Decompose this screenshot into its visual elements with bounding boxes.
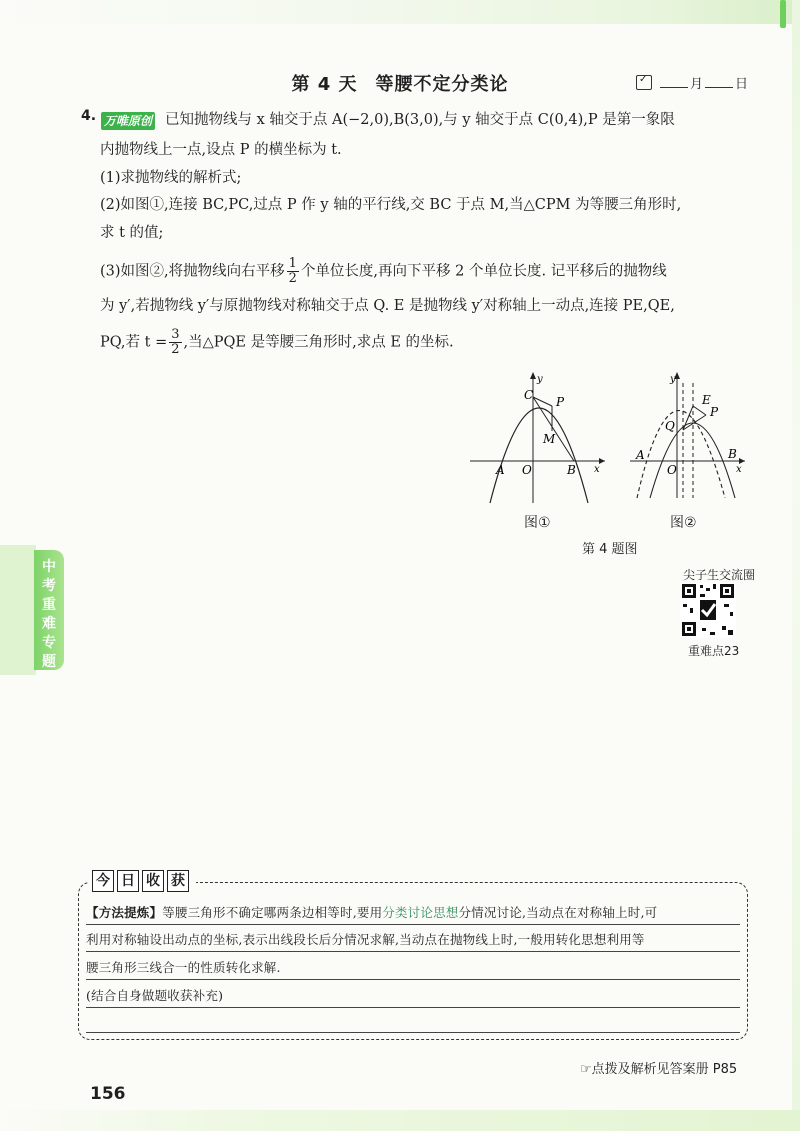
fraction-denominator: 2 <box>171 342 180 357</box>
fig1-label-c: C <box>524 388 534 402</box>
fig2-label-q: Q <box>665 419 675 433</box>
harvest-line-2: 利用对称轴设出动点的坐标,表示出线段长后分情况求解,当动点在抛物线上时,一般用转化思想利用等 <box>86 929 740 952</box>
harvest-line-1-b: 分情况讨论,当动点在对称轴上时,可 <box>458 905 658 920</box>
fig2-label-p: P <box>710 405 719 419</box>
side-tab <box>34 550 64 670</box>
part3-text-post: 个单位长度,再向下平移 2 个单位长度. 记平移后的抛物线 <box>300 263 667 280</box>
figure-1 <box>470 372 605 503</box>
month-blank <box>660 87 688 88</box>
figure-2 <box>630 372 745 498</box>
qr-sub-label: 重难点23 <box>688 644 740 658</box>
fig2-label-a: A <box>636 448 645 462</box>
fig1-label-a: A <box>496 463 505 477</box>
fig1-label-b: B <box>567 463 576 477</box>
side-tab-background <box>0 545 36 675</box>
question-number: 4. <box>81 108 97 124</box>
question-part-3-line-3 <box>100 328 454 357</box>
part3-text-pre: (3)如图②,将抛物线向右平移 <box>100 263 285 280</box>
figure-caption: 第 4 题图 <box>582 542 638 557</box>
question-part-3-line-2: 为 y′,若抛物线 y′与原抛物线对称轴交于点 Q. E 是抛物线 y′对称轴上一动点,连接 PE,QE, <box>100 298 675 314</box>
fig1-x-arrow <box>599 458 605 464</box>
fig1-parabola <box>490 408 588 503</box>
question-line-2: 内抛物线上一点,设点 P 的横坐标为 t. <box>100 142 342 158</box>
calendar-check-icon <box>636 75 652 90</box>
fraction-three-halves <box>169 328 181 357</box>
figure-1-label: 图① <box>524 515 551 531</box>
fig2-label-e: E <box>702 393 711 407</box>
fig2-original-parabola <box>637 411 725 499</box>
day-label-small: 日 <box>735 77 749 92</box>
harvest-line-1 <box>86 902 740 925</box>
qr-label: 尖子生交流圈 <box>683 568 756 582</box>
harvest-highlight: 分类讨论思想 <box>382 905 459 920</box>
corner-mark <box>780 0 786 28</box>
fig2-label-b: B <box>728 447 737 461</box>
question-part-3-line-1 <box>100 257 667 286</box>
answer-reference: ☞点拨及解析见答案册 P85 <box>580 1062 738 1077</box>
harvest-line-3: 腰三角形三线合一的性质转化求解. <box>86 957 740 980</box>
fig1-y-arrow <box>530 372 536 379</box>
part3c-text-post: ,当△PQE 是等腰三角形时,求点 E 的坐标. <box>183 334 454 351</box>
fig2-label-o: O <box>667 463 677 477</box>
harvest-line-1-a: 等腰三角形不确定哪两条边相等时,要用 <box>162 905 383 920</box>
side-tab-label: 中考重难专题 <box>42 559 56 670</box>
fraction-denominator: 2 <box>288 271 297 286</box>
harvest-title-char: 获 <box>167 870 189 892</box>
fig1-label-p: P <box>556 395 565 409</box>
harvest-blank-line[interactable] <box>86 1010 740 1033</box>
harvest-title <box>88 870 196 892</box>
day-label: 第 4 天 <box>291 74 358 95</box>
fig1-label-x: x <box>594 464 600 475</box>
fraction-one-half <box>287 257 299 286</box>
harvest-supplement: (结合自身做题收获补充) <box>86 985 740 1008</box>
question-part-2-line-2: 求 t 的值; <box>100 225 164 241</box>
fig1-label-m: M <box>543 432 556 446</box>
fig2-label-y: y <box>670 374 676 385</box>
month-label: 月 <box>690 77 704 92</box>
qr-code-icon[interactable] <box>680 582 736 638</box>
page-number: 156 <box>90 1084 126 1104</box>
question-part-1: (1)求抛物线的解析式; <box>100 170 242 186</box>
bottom-decor-band <box>0 1110 800 1131</box>
question-line-1: 已知抛物线与 x 轴交于点 A(−2,0),B(3,0),与 y 轴交于点 C(0,4),P 是第一象限 <box>165 112 675 128</box>
harvest-title-char: 收 <box>142 870 164 892</box>
fig1-line-bc <box>533 397 574 461</box>
top-decor-band <box>0 0 800 24</box>
figure-2-label: 图② <box>670 515 697 531</box>
question-figures <box>470 368 760 508</box>
harvest-title-char: 日 <box>117 870 139 892</box>
day-blank <box>705 87 733 88</box>
harvest-title-char: 今 <box>92 870 114 892</box>
fig1-label-y: y <box>537 374 543 385</box>
fig2-label-x: x <box>736 464 742 475</box>
fraction-numerator: 3 <box>171 327 180 342</box>
date-field <box>636 73 748 92</box>
fraction-numerator: 1 <box>288 256 297 271</box>
part3c-text-pre: PQ,若 t = <box>100 334 168 351</box>
question-part-2-line-1: (2)如图①,连接 BC,PC,过点 P 作 y 轴的平行线,交 BC 于点 M,当△CPM 为等腰三角形时, <box>100 197 682 213</box>
method-label: 【方法提炼】 <box>86 905 163 920</box>
fig2-line-pe <box>693 406 706 415</box>
fig1-label-o: O <box>522 463 532 477</box>
topic-label: 等腰不定分类论 <box>375 74 509 95</box>
right-edge-decor <box>792 0 800 1131</box>
original-badge: 万唯原创 <box>101 112 155 130</box>
